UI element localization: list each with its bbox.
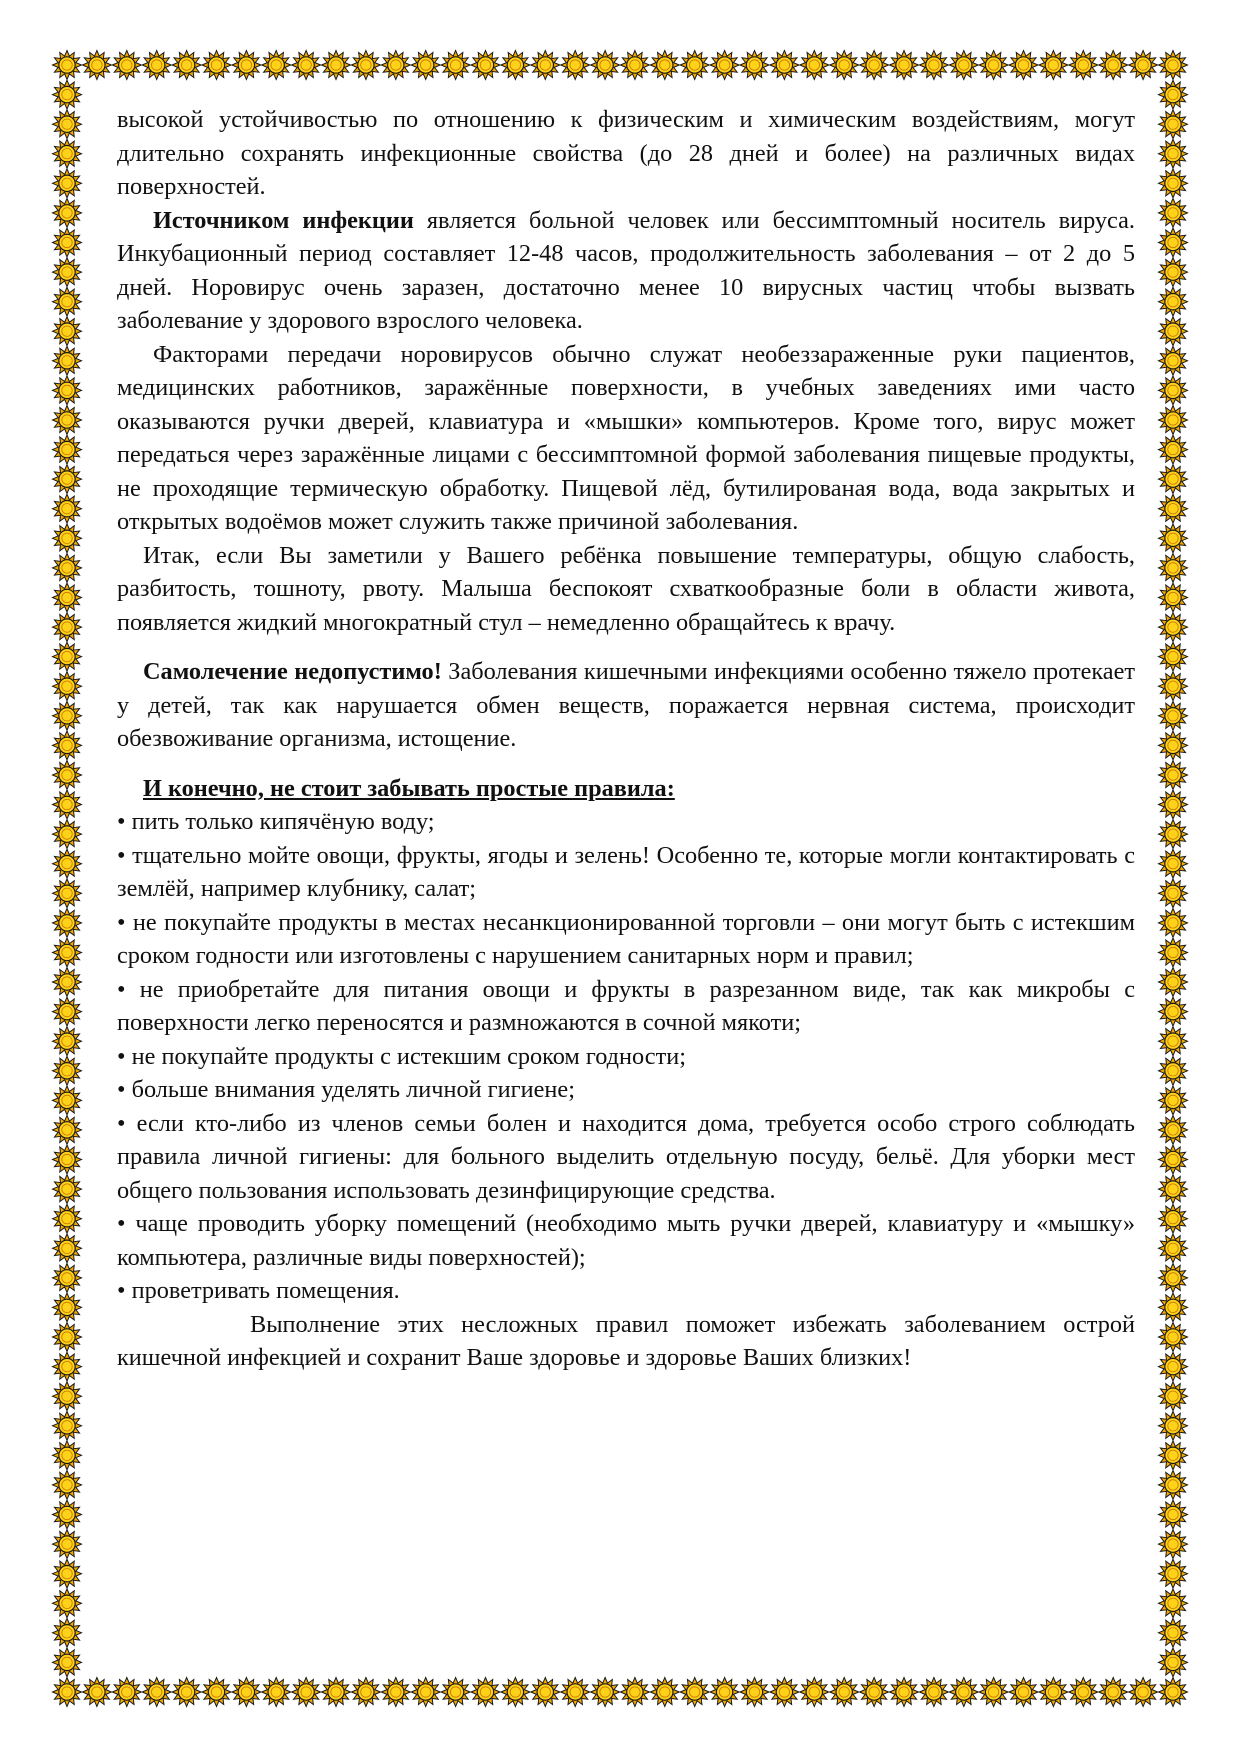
sun-icon <box>1039 51 1068 80</box>
sun-icon <box>890 1678 919 1707</box>
sun-icon <box>53 849 82 878</box>
sun-icon <box>830 1678 859 1707</box>
sun-icon <box>1159 820 1188 849</box>
sun-icon <box>53 938 82 967</box>
sun-icon <box>262 51 291 80</box>
sun-icon <box>1159 80 1188 109</box>
sun-icon <box>1159 583 1188 612</box>
sun-icon <box>1159 761 1188 790</box>
sun-icon <box>53 731 82 760</box>
sun-icon <box>680 51 709 80</box>
sun-icon <box>202 1678 231 1707</box>
sun-icon <box>53 1648 82 1677</box>
sun-icon <box>53 1411 82 1440</box>
sun-icon <box>53 258 82 287</box>
sun-icon <box>1159 938 1188 967</box>
sun-icon <box>53 1175 82 1204</box>
sun-icon <box>860 51 889 80</box>
sun-icon <box>1159 51 1188 80</box>
sun-icon <box>53 1323 82 1352</box>
sun-icon <box>1159 198 1188 227</box>
sun-icon <box>770 1678 799 1707</box>
sun-icon <box>1159 524 1188 553</box>
infection-source-text: является больной человек или бессимптомный носитель вируса. Инкубационный период составляет 12-48 часов, продолжительность заболевания – от 2 до 5 дней. Норовирус очень заразен, достаточно менее 10 вирусных частиц чтобы вызвать заболевание у здорового взрослого человека. <box>117 206 1135 334</box>
sun-icon <box>1159 287 1188 316</box>
sun-icon <box>82 1678 111 1707</box>
sun-icon <box>1159 1056 1188 1085</box>
sun-icon <box>381 1678 410 1707</box>
sun-icon <box>53 997 82 1026</box>
sun-icon <box>53 1204 82 1233</box>
sun-icon <box>1129 51 1158 80</box>
sun-icon <box>53 613 82 642</box>
sun-icon <box>322 51 351 80</box>
sun-icon <box>53 494 82 523</box>
sun-icon <box>1159 1678 1188 1707</box>
sun-icon <box>561 1678 590 1707</box>
sun-icon <box>53 1589 82 1618</box>
sun-icon <box>53 790 82 819</box>
sun-icon <box>53 1027 82 1056</box>
sun-icon <box>830 51 859 80</box>
rule-item: • не покупайте продукты в местах несанкционированной торговли – они могут быть с истекшим сроком годности или изготовлены с нарушением санитарных норм и правил; <box>117 908 1135 969</box>
sun-icon <box>561 51 590 80</box>
sun-icon <box>1039 1678 1068 1707</box>
sun-icon <box>1159 110 1188 139</box>
sun-icon <box>53 1559 82 1588</box>
sun-icon <box>53 1086 82 1115</box>
sun-icon <box>53 642 82 671</box>
sun-icon <box>1159 1500 1188 1529</box>
sun-icon <box>1159 1618 1188 1647</box>
sun-icon <box>232 1678 261 1707</box>
rule-item: • не приобретайте для питания овощи и фрукты в разрезанном виде, так как микробы с поверхности легко переносятся и размножаются в сочной мякоти; <box>117 975 1135 1036</box>
sun-icon <box>53 139 82 168</box>
sun-icon <box>53 287 82 316</box>
sun-icon <box>710 51 739 80</box>
sun-icon <box>53 317 82 346</box>
sun-icon <box>1159 1470 1188 1499</box>
sun-icon <box>800 1678 829 1707</box>
paragraph-symptoms: Итак, если Вы заметили у Вашего ребёнка повышение температуры, общую слабость, разбитость, тошноту, рвоту. Малыша беспокоят схваткообразные боли в области живота, появляется жидкий многократный стул – немедленно обращайтесь к врачу. <box>117 541 1135 636</box>
sun-icon <box>53 1234 82 1263</box>
sun-icon <box>1159 1530 1188 1559</box>
rule-item: • тщательно мойте овощи, фрукты, ягоды и зелень! Особенно те, которые могли контактировать с землёй, например клубнику, салат; <box>117 841 1135 902</box>
sun-icon <box>112 1678 141 1707</box>
sun-icon <box>53 879 82 908</box>
self-treatment-text: Заболевания кишечными инфекциями особенно тяжело протекает у детей, так как нарушается обмен веществ, поражается нервная система, происходит обезвоживание организма, истощение. <box>117 658 1135 752</box>
sun-icon <box>142 1678 171 1707</box>
sun-icon <box>740 51 769 80</box>
rule-item: • если кто-либо из членов семьи болен и находится дома, требуется особо строго соблюдать правила личной гигиены: для больного выделить отдельную посуду, бельё. Для уборки мест общего пользования использовать дезинфицирующие средства. <box>117 1109 1135 1204</box>
sun-icon <box>919 1678 948 1707</box>
sun-icon <box>620 51 649 80</box>
sun-icon <box>53 406 82 435</box>
sun-icon <box>53 51 82 80</box>
sun-icon <box>441 1678 470 1707</box>
sun-icon <box>53 1263 82 1292</box>
sun-icon <box>411 51 440 80</box>
sun-icon <box>1159 1411 1188 1440</box>
sun-icon <box>142 51 171 80</box>
sun-icon <box>262 1678 291 1707</box>
sun-icon <box>53 968 82 997</box>
sun-icon <box>1159 879 1188 908</box>
sun-icon <box>292 1678 321 1707</box>
sun-icon <box>1159 139 1188 168</box>
sun-icon <box>1159 1382 1188 1411</box>
sun-icon <box>471 1678 500 1707</box>
sun-icon <box>53 169 82 198</box>
sun-icon <box>1159 435 1188 464</box>
sun-icon <box>501 1678 530 1707</box>
sun-icon <box>1159 228 1188 257</box>
sun-icon <box>919 51 948 80</box>
sun-icon <box>501 51 530 80</box>
infection-source-term: Источником инфекции <box>153 206 414 234</box>
sun-icon <box>53 1293 82 1322</box>
rule-item: • больше внимания уделять личной гигиене; <box>117 1076 575 1103</box>
sun-icon <box>53 1441 82 1470</box>
sun-icon <box>471 51 500 80</box>
sun-icon <box>53 465 82 494</box>
sun-icon <box>1069 51 1098 80</box>
sun-icon <box>1159 849 1188 878</box>
sun-icon <box>1159 1027 1188 1056</box>
sun-icon <box>650 1678 679 1707</box>
sun-icon <box>949 1678 978 1707</box>
sun-icon <box>680 1678 709 1707</box>
sun-icon <box>53 110 82 139</box>
paragraph-infection-source <box>117 204 1135 338</box>
sun-icon <box>53 761 82 790</box>
sun-icon <box>112 51 141 80</box>
sun-icon <box>890 51 919 80</box>
document-body <box>117 103 1135 1375</box>
sun-icon <box>53 346 82 375</box>
sun-icon <box>53 908 82 937</box>
sun-icon <box>1099 1678 1128 1707</box>
sun-icon <box>591 51 620 80</box>
sun-icon <box>1159 376 1188 405</box>
sun-icon <box>1159 317 1188 346</box>
sun-icon <box>292 51 321 80</box>
sun-icon <box>710 1678 739 1707</box>
sun-icon <box>1159 1234 1188 1263</box>
sun-icon <box>949 51 978 80</box>
sun-icon <box>1159 169 1188 198</box>
rule-item: • чаще проводить уборку помещений (необходимо мыть ручки дверей, клавиатуру и «мышку» компьютера, различные виды поверхностей); <box>117 1210 1135 1271</box>
sun-icon <box>1159 1293 1188 1322</box>
sun-icon <box>1159 1115 1188 1144</box>
sun-icon <box>1159 613 1188 642</box>
sun-icon <box>1009 51 1038 80</box>
sun-icon <box>202 51 231 80</box>
sun-icon <box>1069 1678 1098 1707</box>
sun-icon <box>53 820 82 849</box>
sun-icon <box>591 1678 620 1707</box>
rules-heading <box>117 772 1135 806</box>
sun-icon <box>172 51 201 80</box>
closing-paragraph: Выполнение этих несложных правил поможет избежать заболеванием острой кишечной инфекцией и сохранит Ваше здоровье и здоровье Ваших близких! <box>117 1310 1135 1371</box>
sun-icon <box>1159 1323 1188 1352</box>
sun-icon <box>53 524 82 553</box>
sun-icon <box>1159 1589 1188 1618</box>
sun-icon <box>531 1678 560 1707</box>
sun-icon <box>82 51 111 80</box>
sun-icon <box>381 51 410 80</box>
sun-icon <box>53 672 82 701</box>
sun-icon <box>322 1678 351 1707</box>
sun-icon <box>232 51 261 80</box>
self-treatment-warning: Самолечение недопустимо! <box>143 658 442 685</box>
sun-icon <box>1159 1086 1188 1115</box>
sun-icon <box>1159 1145 1188 1174</box>
sun-icon <box>53 1530 82 1559</box>
sun-icon <box>53 1618 82 1647</box>
sun-icon <box>53 1500 82 1529</box>
sun-icon <box>620 1678 649 1707</box>
sun-icon <box>1009 1678 1038 1707</box>
sun-icon <box>1159 1263 1188 1292</box>
sun-icon <box>53 1115 82 1144</box>
rule-item: • проветривать помещения. <box>117 1277 400 1304</box>
paragraph-virus-resistance: высокой устойчивостью по отношению к физическим и химическим воздействиям, могут длительно сохранять инфекционные свойства (до 28 дней и более) на различных видах поверхностей. <box>117 106 1135 200</box>
sun-icon <box>1159 672 1188 701</box>
sun-icon <box>53 701 82 730</box>
paragraph-transmission-factors: Факторами передачи норовирусов обычно служат необеззараженные руки пациентов, медицинских работников, заражённые поверхности, в учебных заведениях ими часто оказываются ручки дверей, клавиатура и «мышки» компьютеров. Кроме того, вирус может передаться через заражённые лицами с бессимптомной формой заболевания пищевые продукты, не проходящие термическую обработку. Пищевой лёд, бутилированая вода, вода закрытых и открытых водоёмов может служить также причиной заболевания. <box>117 340 1135 535</box>
sun-icon <box>53 1382 82 1411</box>
sun-icon <box>979 1678 1008 1707</box>
sun-icon <box>1129 1678 1158 1707</box>
sun-icon <box>53 1352 82 1381</box>
sun-icon <box>1159 968 1188 997</box>
sun-icon <box>53 198 82 227</box>
sun-icon <box>1159 1175 1188 1204</box>
sun-icon <box>172 1678 201 1707</box>
sun-icon <box>1099 51 1128 80</box>
sun-icon <box>1159 406 1188 435</box>
sun-icon <box>351 1678 380 1707</box>
sun-icon <box>53 1145 82 1174</box>
sun-icon <box>411 1678 440 1707</box>
sun-icon <box>1159 553 1188 582</box>
sun-icon <box>1159 908 1188 937</box>
sun-icon <box>740 1678 769 1707</box>
sun-icon <box>53 376 82 405</box>
sun-icon <box>53 583 82 612</box>
paragraph-self-treatment <box>117 655 1135 756</box>
sun-icon <box>1159 1352 1188 1381</box>
sun-icon <box>53 1678 82 1707</box>
sun-icon <box>1159 465 1188 494</box>
sun-icon <box>53 1470 82 1499</box>
sun-icon <box>1159 642 1188 671</box>
sun-icon <box>531 51 560 80</box>
sun-icon <box>1159 701 1188 730</box>
sun-icon <box>1159 997 1188 1026</box>
sun-icon <box>441 51 470 80</box>
sun-icon <box>1159 1441 1188 1470</box>
sun-icon <box>770 51 799 80</box>
sun-icon <box>1159 790 1188 819</box>
sun-icon <box>860 1678 889 1707</box>
rules-heading-text: И конечно, не стоит забывать простые правила: <box>143 774 675 802</box>
sun-icon <box>53 553 82 582</box>
sun-icon <box>1159 731 1188 760</box>
rule-item: • не покупайте продукты с истекшим сроком годности; <box>117 1042 686 1070</box>
sun-icon <box>800 51 829 80</box>
sun-icon <box>1159 258 1188 287</box>
sun-icon <box>1159 346 1188 375</box>
sun-icon <box>650 51 679 80</box>
sun-icon <box>1159 1648 1188 1677</box>
sun-icon <box>53 1056 82 1085</box>
rule-item: • пить только кипячёную воду; <box>117 808 435 835</box>
sun-icon <box>979 51 1008 80</box>
sun-icon <box>1159 494 1188 523</box>
sun-icon <box>53 80 82 109</box>
sun-icon <box>53 435 82 464</box>
sun-icon <box>351 51 380 80</box>
sun-icon <box>53 228 82 257</box>
sun-icon <box>1159 1559 1188 1588</box>
sun-icon <box>1159 1204 1188 1233</box>
